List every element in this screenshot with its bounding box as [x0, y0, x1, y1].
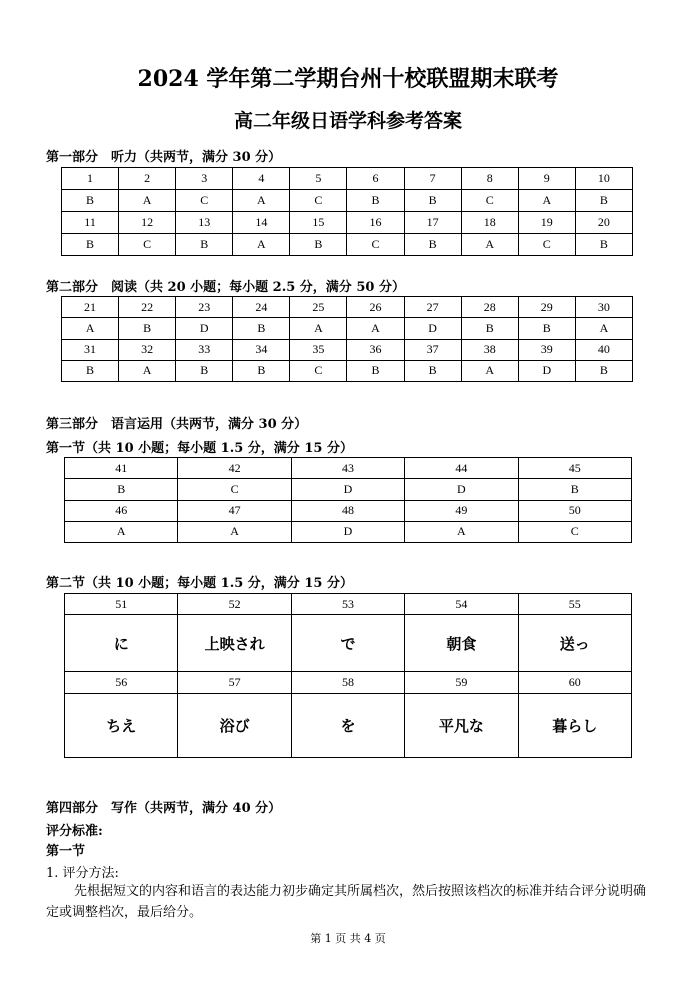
answer-cell: で [291, 615, 404, 672]
question-number-cell: 46 [65, 500, 178, 521]
question-number-cell: 30 [575, 297, 632, 318]
question-number-cell: 54 [405, 594, 518, 615]
answer-row [62, 190, 633, 212]
answer-cell: C [518, 521, 631, 542]
answer-row [65, 479, 632, 500]
answer-cell: D [291, 521, 404, 542]
answer-cell: A [62, 318, 119, 339]
question-number-cell: 59 [405, 672, 518, 693]
answer-cell: B [176, 360, 233, 381]
answer-cell: B [404, 190, 461, 212]
part1-answer-table [61, 167, 633, 256]
answer-cell: A [233, 190, 290, 212]
answer-cell: A [119, 360, 176, 381]
answer-cell: B [119, 318, 176, 339]
question-number-cell: 37 [404, 339, 461, 360]
question-number-cell: 27 [404, 297, 461, 318]
question-number-row [65, 594, 632, 615]
answer-cell: B [233, 318, 290, 339]
answer-cell: A [461, 360, 518, 381]
answer-cell: C [178, 479, 291, 500]
answer-cell: C [518, 234, 575, 256]
answer-cell: D [291, 479, 404, 500]
answer-cell: B [347, 360, 404, 381]
answer-cell: B [62, 190, 119, 212]
question-number-cell: 49 [405, 500, 518, 521]
exam-title: 2024 学年第二学期台州十校联盟期末联考 [137, 66, 559, 92]
question-number-cell: 18 [461, 212, 518, 234]
question-number-cell: 25 [290, 297, 347, 318]
part3-section2-heading: 第二节（共 10 小题；每小题 1.5 分，满分 15 分） [46, 576, 353, 591]
question-number-row [65, 672, 632, 693]
question-number-cell: 5 [290, 168, 347, 190]
question-number-cell: 56 [65, 672, 178, 693]
part4-section1-label: 第一节 [46, 844, 86, 859]
page-footer: 第 1 页 共 4 页 [310, 932, 386, 945]
question-number-cell: 23 [176, 297, 233, 318]
question-number-cell: 50 [518, 500, 631, 521]
answer-cell: 暮らし [518, 693, 631, 757]
question-number-cell: 55 [518, 594, 631, 615]
question-number-cell: 17 [404, 212, 461, 234]
answer-row [62, 234, 633, 256]
question-number-cell: 36 [347, 339, 404, 360]
question-number-cell: 24 [233, 297, 290, 318]
part3-section1-heading: 第一节（共 10 小题；每小题 1.5 分，满分 15 分） [46, 441, 353, 456]
answer-row [65, 693, 632, 757]
question-number-cell: 2 [119, 168, 176, 190]
question-number-cell: 28 [461, 297, 518, 318]
question-number-cell: 52 [178, 594, 291, 615]
answer-key-subtitle: 高二年级日语学科参考答案 [233, 110, 462, 132]
question-number-cell: 9 [518, 168, 575, 190]
answer-cell: B [575, 360, 632, 381]
answer-cell: C [176, 190, 233, 212]
question-number-cell: 32 [119, 339, 176, 360]
question-number-row [65, 458, 632, 479]
question-number-cell: 15 [290, 212, 347, 234]
question-number-cell: 13 [176, 212, 233, 234]
answer-cell: B [233, 360, 290, 381]
criteria-label: 评分标准: [46, 824, 103, 839]
method-title: 1. 评分方法: [46, 866, 119, 881]
answer-cell: B [404, 360, 461, 381]
answer-cell: B [404, 234, 461, 256]
question-number-cell: 48 [291, 500, 404, 521]
answer-cell: B [65, 479, 178, 500]
answer-cell: B [518, 318, 575, 339]
answer-cell: A [290, 318, 347, 339]
question-number-cell: 26 [347, 297, 404, 318]
part2-answer-table [61, 296, 633, 382]
answer-cell: 浴び [178, 693, 291, 757]
question-number-row [62, 212, 633, 234]
question-number-cell: 57 [178, 672, 291, 693]
answer-cell: 朝食 [405, 615, 518, 672]
question-number-row [62, 168, 633, 190]
answer-cell: A [347, 318, 404, 339]
question-number-cell: 42 [178, 458, 291, 479]
question-number-cell: 53 [291, 594, 404, 615]
answer-cell: に [65, 615, 178, 672]
question-number-cell: 38 [461, 339, 518, 360]
answer-cell: B [461, 318, 518, 339]
question-number-cell: 3 [176, 168, 233, 190]
answer-cell: A [233, 234, 290, 256]
part3-section2-answer-table [64, 593, 632, 758]
answer-row [65, 615, 632, 672]
question-number-cell: 39 [518, 339, 575, 360]
question-number-cell: 10 [575, 168, 632, 190]
answer-row [62, 318, 633, 339]
answer-cell: 平凡な [405, 693, 518, 757]
question-number-cell: 41 [65, 458, 178, 479]
answer-cell: B [290, 234, 347, 256]
question-number-cell: 58 [291, 672, 404, 693]
answer-cell: A [575, 318, 632, 339]
question-number-cell: 34 [233, 339, 290, 360]
answer-cell: B [62, 360, 119, 381]
answer-cell: D [176, 318, 233, 339]
part3-section1-answer-table [64, 457, 632, 543]
answer-cell: 送っ [518, 615, 631, 672]
answer-cell: D [404, 318, 461, 339]
part4-heading: 第四部分 写作（共两节，满分 40 分） [46, 801, 282, 816]
question-number-cell: 40 [575, 339, 632, 360]
question-number-cell: 1 [62, 168, 119, 190]
answer-cell: B [518, 479, 631, 500]
answer-row [62, 360, 633, 381]
answer-cell: D [405, 479, 518, 500]
question-number-cell: 11 [62, 212, 119, 234]
method-paragraph: 先根据短文的内容和语言的表达能力初步确定其所属档次，然后按照该档次的标准并结合评分说明确定或调整档次，最后给分。 [46, 884, 647, 920]
question-number-cell: 16 [347, 212, 404, 234]
question-number-cell: 21 [62, 297, 119, 318]
answer-cell: ちえ [65, 693, 178, 757]
answer-cell: B [176, 234, 233, 256]
question-number-cell: 43 [291, 458, 404, 479]
answer-cell: C [461, 190, 518, 212]
answer-cell: A [178, 521, 291, 542]
answer-cell: A [518, 190, 575, 212]
answer-cell: A [405, 521, 518, 542]
part2-heading: 第二部分 阅读（共 20 小题；每小题 2.5 分，满分 50 分） [46, 280, 405, 295]
question-number-cell: 35 [290, 339, 347, 360]
answer-cell: B [62, 234, 119, 256]
question-number-cell: 29 [518, 297, 575, 318]
question-number-cell: 20 [575, 212, 632, 234]
question-number-cell: 45 [518, 458, 631, 479]
part1-heading: 第一部分 听力（共两节，满分 30 分） [46, 150, 282, 165]
question-number-cell: 51 [65, 594, 178, 615]
question-number-cell: 6 [347, 168, 404, 190]
question-number-cell: 4 [233, 168, 290, 190]
answer-cell: 上映され [178, 615, 291, 672]
question-number-row [65, 500, 632, 521]
answer-cell: C [290, 190, 347, 212]
question-number-cell: 14 [233, 212, 290, 234]
answer-cell: A [119, 190, 176, 212]
question-number-cell: 22 [119, 297, 176, 318]
part3-heading: 第三部分 语言运用（共两节，满分 30 分） [46, 417, 308, 432]
question-number-cell: 12 [119, 212, 176, 234]
question-number-cell: 31 [62, 339, 119, 360]
answer-cell: A [65, 521, 178, 542]
answer-cell: D [518, 360, 575, 381]
question-number-cell: 33 [176, 339, 233, 360]
answer-cell: B [575, 190, 632, 212]
answer-cell: C [347, 234, 404, 256]
question-number-row [62, 297, 633, 318]
question-number-cell: 47 [178, 500, 291, 521]
answer-cell: B [575, 234, 632, 256]
question-number-cell: 44 [405, 458, 518, 479]
question-number-cell: 19 [518, 212, 575, 234]
question-number-row [62, 339, 633, 360]
question-number-cell: 8 [461, 168, 518, 190]
answer-cell: C [290, 360, 347, 381]
answer-cell: を [291, 693, 404, 757]
question-number-cell: 7 [404, 168, 461, 190]
answer-row [65, 521, 632, 542]
answer-cell: B [347, 190, 404, 212]
answer-cell: A [461, 234, 518, 256]
question-number-cell: 60 [518, 672, 631, 693]
answer-cell: C [119, 234, 176, 256]
